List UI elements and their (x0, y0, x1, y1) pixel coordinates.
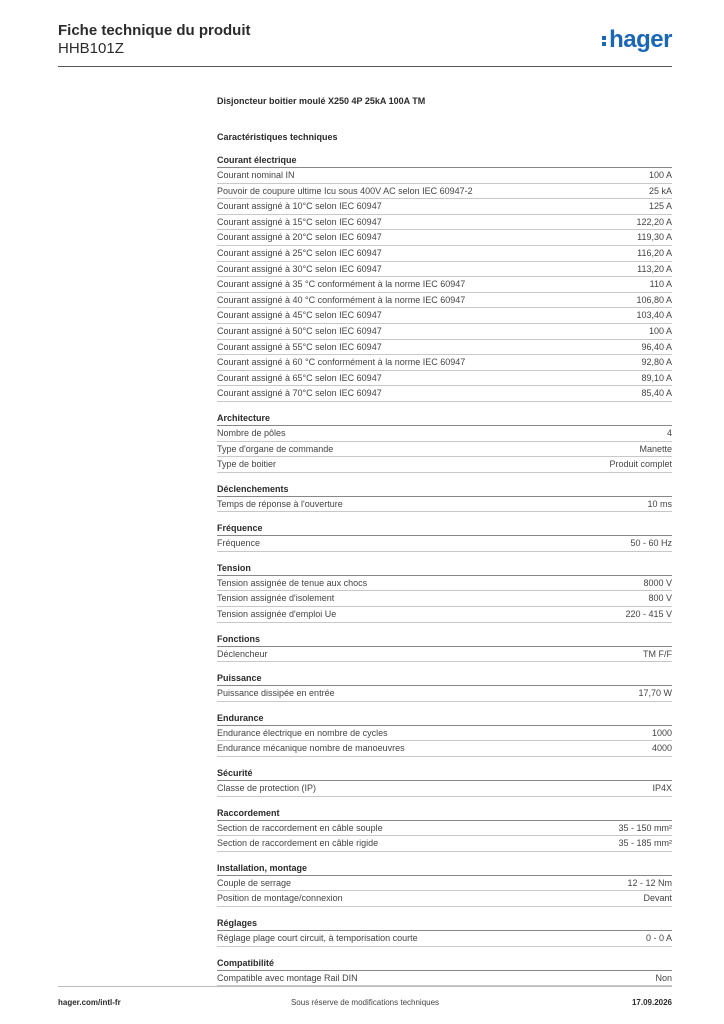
spec-group (217, 521, 672, 552)
spec-label: Déclencheur (217, 648, 268, 659)
spec-group (217, 561, 672, 623)
spec-value: 103,40 A (636, 310, 672, 321)
spec-row (217, 931, 672, 947)
hager-logo (602, 26, 672, 54)
spec-group (217, 153, 672, 402)
spec-label: Courant assigné à 65°C selon IEC 60947 (217, 372, 382, 383)
group-title: Architecture (217, 411, 672, 426)
spec-value: 4000 (651, 743, 672, 754)
spec-label: Courant assigné à 15°C selon IEC 60947 (217, 216, 382, 227)
spec-label: Nombre de pôles (217, 427, 286, 438)
spec-value: TM F/F (643, 648, 672, 659)
spec-row (217, 647, 672, 663)
footer-date: 17.09.2026 (631, 998, 672, 1007)
spec-row (217, 971, 672, 987)
spec-value: 4 (666, 427, 672, 438)
spec-value: 35 - 185 mm² (618, 838, 672, 849)
spec-row (217, 371, 672, 387)
spec-row (217, 497, 672, 513)
spec-label: Type d'organe de commande (217, 443, 334, 454)
spec-group (217, 916, 672, 947)
spec-label: Courant assigné à 40 °C conformément à la norme IEC 60947 (217, 294, 466, 305)
section-heading: Caractéristiques techniques (217, 132, 338, 142)
spec-label: Courant assigné à 60 °C conformément à la norme IEC 60947 (217, 357, 466, 368)
spec-value: 800 V (648, 593, 672, 604)
spec-label: Tension assignée de tenue aux chocs (217, 577, 368, 588)
group-title: Sécurité (217, 766, 672, 781)
spec-row (217, 426, 672, 442)
group-title: Courant électrique (217, 153, 672, 168)
spec-label: Temps de réponse à l'ouverture (217, 498, 343, 509)
spec-row (217, 607, 672, 623)
spec-value: 100 A (648, 170, 672, 180)
spec-label: Pouvoir de coupure ultime Icu sous 400V AC selon IEC 60947-2 (217, 185, 473, 196)
spec-row (217, 340, 672, 356)
spec-row (217, 686, 672, 702)
spec-value: 1000 (651, 727, 672, 738)
page-header (58, 22, 672, 66)
spec-label: Courant assigné à 25°C selon IEC 60947 (217, 247, 382, 258)
spec-value: 122,20 A (636, 216, 672, 227)
spec-row (217, 781, 672, 797)
spec-label: Type de boitier (217, 459, 277, 470)
spec-row (217, 457, 672, 473)
spec-value: 100 A (648, 325, 672, 336)
group-title: Endurance (217, 711, 672, 726)
footer-disclaimer: Sous réserve de modifications techniques (290, 998, 440, 1007)
spec-label: Tension assignée d'emploi Ue (217, 609, 337, 620)
spec-value: 119,30 A (637, 232, 672, 243)
spec-row (217, 536, 672, 552)
spec-label: Section de raccordement en câble souple (217, 822, 383, 833)
spec-row (217, 293, 672, 309)
spec-label: Section de raccordement en câble rigide (217, 838, 379, 849)
group-title: Fréquence (217, 521, 672, 536)
spec-row (217, 168, 672, 184)
spec-row (217, 262, 672, 278)
spec-value: Produit complet (609, 459, 672, 470)
spec-value: 125 A (648, 201, 672, 212)
spec-value: 10 ms (647, 498, 672, 509)
spec-value: 8000 V (643, 577, 672, 588)
spec-row (217, 591, 672, 607)
spec-row (217, 741, 672, 757)
spec-value: 110 A (649, 279, 672, 290)
spec-value: 96,40 A (641, 341, 672, 352)
group-title: Déclenchements (217, 482, 672, 497)
footer-divider (58, 986, 672, 987)
spec-label: Courant assigné à 45°C selon IEC 60947 (217, 310, 382, 321)
spec-groups (217, 153, 672, 986)
spec-label: Courant assigné à 35 °C conformément à la norme IEC 60947 (217, 279, 466, 290)
spec-group (217, 766, 672, 797)
spec-label: Courant assigné à 20°C selon IEC 60947 (217, 232, 382, 243)
spec-row (217, 199, 672, 215)
group-title: Compatibilité (217, 956, 672, 971)
spec-value: 35 - 150 mm² (618, 822, 672, 833)
spec-group (217, 411, 672, 473)
spec-group (217, 671, 672, 702)
spec-label: Position de montage/connexion (217, 893, 343, 904)
product-reference: HHB101Z (58, 40, 124, 57)
spec-row (217, 891, 672, 907)
spec-value: 106,80 A (636, 294, 672, 305)
logo-text: hager (609, 26, 672, 53)
spec-row (217, 386, 672, 402)
spec-value: 85,40 A (641, 388, 672, 399)
group-title: Raccordement (217, 806, 672, 821)
spec-row (217, 215, 672, 231)
spec-value: IP4X (652, 783, 672, 794)
spec-row (217, 277, 672, 293)
group-title: Tension (217, 561, 672, 576)
spec-value: 220 - 415 V (625, 609, 672, 620)
spec-row (217, 876, 672, 892)
spec-group (217, 632, 672, 663)
spec-label: Puissance dissipée en entrée (217, 688, 335, 699)
spec-row (217, 836, 672, 852)
spec-value: 92,80 A (641, 357, 672, 368)
spec-label: Compatible avec montage Rail DIN (217, 972, 358, 983)
spec-group (217, 861, 672, 907)
spec-label: Endurance électrique en nombre de cycles (217, 727, 388, 738)
spec-value: 25 kA (648, 185, 672, 196)
spec-group (217, 956, 672, 987)
spec-row (217, 821, 672, 837)
spec-row (217, 324, 672, 340)
spec-label: Endurance mécanique nombre de manoeuvres (217, 743, 405, 754)
spec-row (217, 246, 672, 262)
spec-label: Fréquence (217, 538, 261, 549)
spec-label: Courant nominal IN (217, 170, 295, 180)
spec-label: Tension assignée d'isolement (217, 593, 335, 604)
spec-label: Couple de serrage (217, 877, 292, 888)
spec-group (217, 482, 672, 513)
spec-value: Devant (643, 893, 672, 904)
spec-label: Courant assigné à 55°C selon IEC 60947 (217, 341, 382, 352)
spec-value: 0 - 0 A (645, 933, 672, 943)
group-title: Fonctions (217, 632, 672, 647)
header-divider (58, 66, 672, 67)
spec-group (217, 711, 672, 757)
footer-website: hager.com/intl-fr (58, 998, 121, 1007)
spec-value: Non (655, 972, 672, 983)
spec-label: Réglage plage court circuit, à temporisation courte (217, 933, 418, 943)
group-title: Réglages (217, 916, 672, 931)
spec-label: Courant assigné à 70°C selon IEC 60947 (217, 388, 382, 399)
spec-value: 17,70 W (638, 688, 672, 699)
spec-value: Manette (639, 443, 672, 454)
spec-group (217, 806, 672, 852)
spec-value: 113,20 A (637, 263, 672, 274)
spec-row (217, 576, 672, 592)
spec-row (217, 355, 672, 371)
spec-label: Courant assigné à 10°C selon IEC 60947 (217, 201, 382, 212)
group-title: Puissance (217, 671, 672, 686)
spec-row (217, 308, 672, 324)
spec-value: 12 - 12 Nm (627, 877, 672, 888)
spec-row (217, 230, 672, 246)
spec-sheet (217, 94, 672, 995)
spec-value: 89,10 A (641, 372, 672, 383)
logo-dots-icon (602, 34, 607, 48)
spec-label: Courant assigné à 30°C selon IEC 60947 (217, 263, 382, 274)
spec-row (217, 442, 672, 458)
group-title: Installation, montage (217, 861, 672, 876)
spec-label: Courant assigné à 50°C selon IEC 60947 (217, 325, 382, 336)
spec-row (217, 184, 672, 200)
product-name: Disjoncteur boitier moulé X250 4P 25kA 100A TM (217, 96, 426, 106)
spec-value: 116,20 A (637, 247, 672, 258)
spec-label: Classe de protection (IP) (217, 783, 317, 794)
document-title: Fiche technique du produit (58, 22, 251, 39)
spec-value: 50 - 60 Hz (630, 538, 672, 549)
spec-row (217, 726, 672, 742)
